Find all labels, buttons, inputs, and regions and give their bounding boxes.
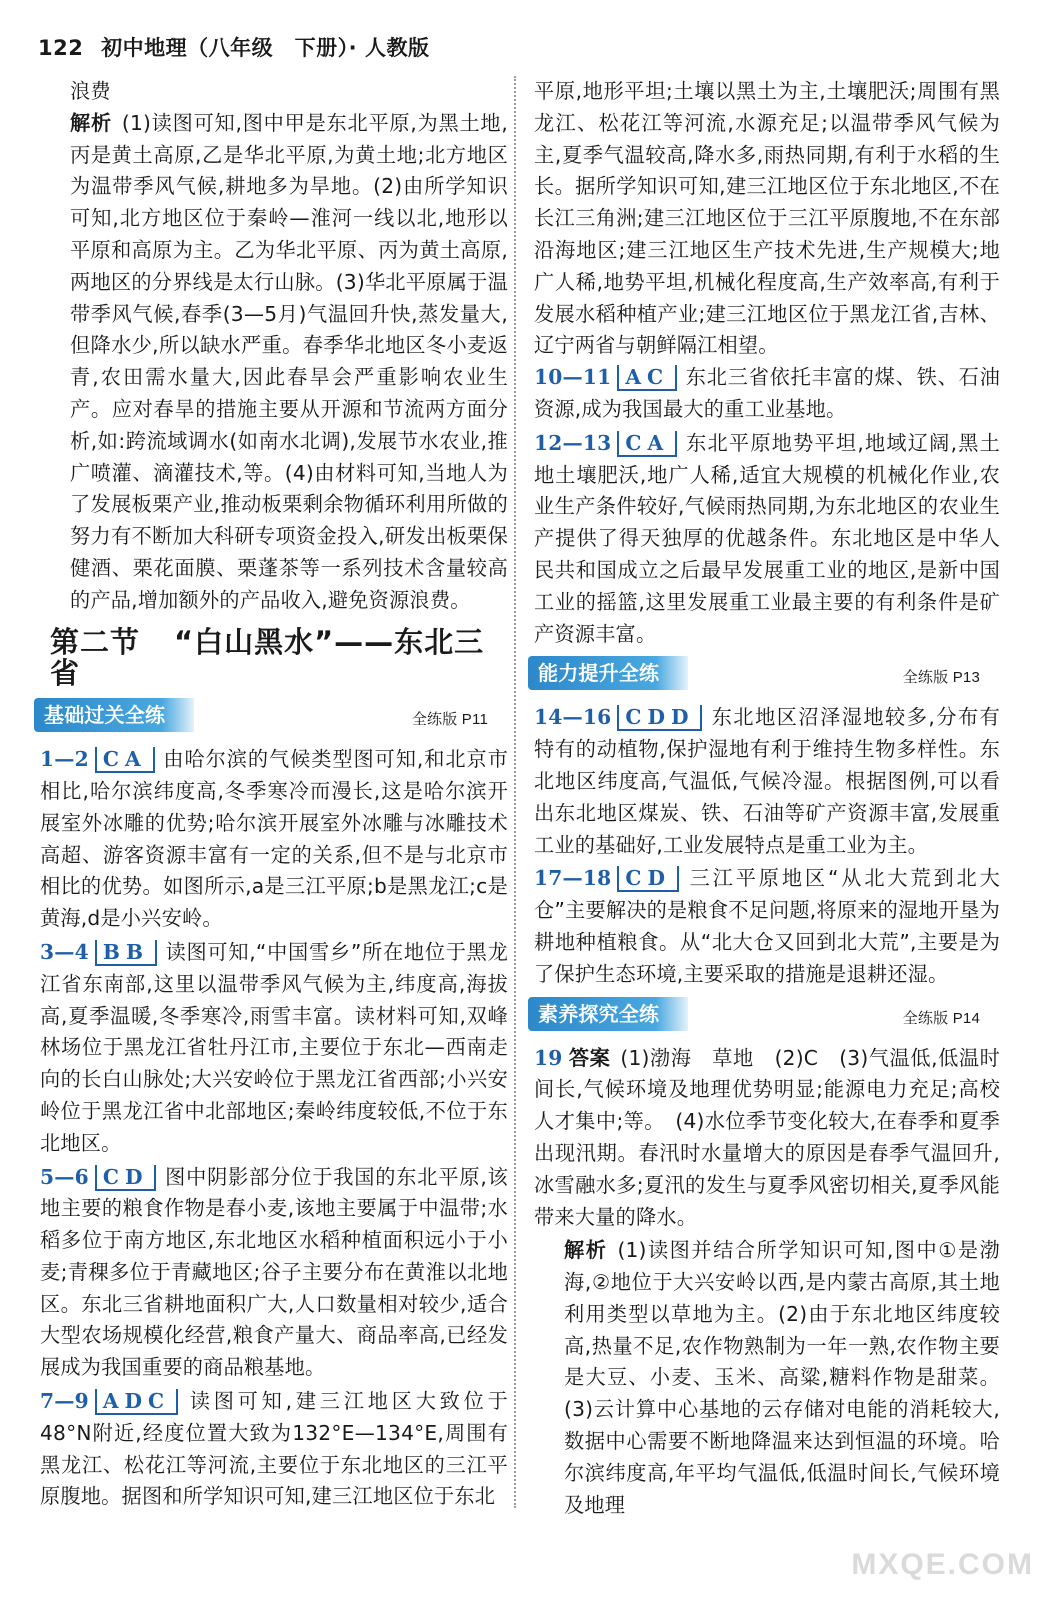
banner-ability-ref: 全练版 P13: [902, 669, 980, 687]
banner-basic-label: 基础过关全练: [34, 698, 194, 732]
q19-answer: [534, 1043, 1000, 1234]
answer-item: [534, 428, 1000, 651]
answer-item: [534, 863, 1000, 990]
item-text: 三江平原地区“从北大荒到北大仓”主要解决的是粮食不足问题,将原来的湿地开垦为耕地种植粮食。从“北大仓又回到北大荒”,主要是为了保护生态环境,主要采取的措施是退耕还湿。: [534, 866, 1000, 986]
item-answer: ADC: [95, 1389, 178, 1415]
book-title: 初中地理（八年级 下册）· 人教版: [101, 36, 430, 60]
item-text: 东北地区沼泽湿地较多,分布有特有的动植物,保护湿地有利于维持生物多样性。东北地区纬度高,气温低,气候冷湿。根据图例,可以看出东北地区煤炭、铁、石油等矿产资源丰富,发展重工业的基础好,工业发展特点是重工业为主。: [534, 705, 1000, 857]
answer-item: [534, 702, 1000, 861]
item-number: 7—9: [40, 1389, 89, 1414]
q19-analysis: [534, 1235, 1000, 1521]
intro-tail: 浪费: [70, 79, 111, 103]
watermark: MXQE.COM: [851, 1548, 1034, 1581]
banner-ability-label: 能力提升全练: [528, 656, 688, 690]
item-answer: CD: [95, 1165, 157, 1191]
left-column: [40, 76, 508, 1515]
item-number: 12—13: [534, 430, 612, 455]
q19-number: 19: [534, 1045, 563, 1070]
answer-item: [40, 1386, 508, 1513]
item-number: 10—11: [534, 365, 612, 390]
item-number: 1—2: [40, 747, 89, 772]
q19-analysis-label: 解析: [564, 1238, 608, 1263]
banner-basic: [40, 698, 508, 734]
item-text: 东北平原地势平坦,地域辽阔,黑土地土壤肥沃,地广人稀,适宜大规模的机械化作业,农业生产条件较好,气候雨热同期,为东北地区的农业生产提供了得天独厚的优越条件。东北地区是中华人民共和国成立之后最早发展重工业的地区,是新中国工业的摇篮,这里发展重工业最主要的有利条件是矿产资源丰富。: [534, 430, 1000, 646]
answer-item: [40, 1162, 508, 1385]
answer-item: [40, 744, 508, 935]
answer-item: [40, 937, 508, 1160]
section-number: 第二节: [50, 624, 141, 659]
banner-literacy-ref: 全练版 P14: [902, 1009, 980, 1027]
analysis-label: 解析: [70, 110, 112, 135]
q19-analysis-text: (1)读图并结合所学知识可知,图中①是渤海,②地位于大兴安岭以西,是内蒙古高原,其土地利用类型以草地为主。(2)由于东北地区纬度较高,热量不足,农作物熟制为一年一熟,农作物主要是大豆、小麦、玉米、高粱,糖料作物是甜菜。(3)云计算中心基地的云存储对电能的消耗较大,数据中心需要不断地降温来达到恒温的环境。哈尔滨纬度高,年平均气温低,低温时间长,气候环境及地理: [564, 1238, 1000, 1517]
item-text: 读图可知,“中国雪乡”所在地位于黑龙江省东南部,这里以温带季风气候为主,纬度高,海拔高,夏季温暖,冬季寒冷,雨雪丰富。读材料可知,双峰林场位于黑龙江省牡丹江市,主要位于东北—西南走向的长白山脉处;大兴安岭位于黑龙江省西部;小兴安岭位于黑龙江省中北部地区;秦岭纬度较低,不位于东北地区。: [40, 939, 508, 1155]
item-number: 5—6: [40, 1164, 89, 1189]
q19-answer-label: 答案: [568, 1045, 611, 1070]
section-name: “白山黑水”——东北三省: [50, 624, 485, 691]
banner-literacy-label: 素养探究全练: [528, 997, 688, 1031]
item-answer: CD: [617, 866, 679, 892]
item-number: 3—4: [40, 939, 89, 964]
item-number: 14—16: [534, 705, 612, 730]
item-text: 由哈尔滨的气候类型图可知,和北京市相比,哈尔滨纬度高,冬季寒冷而漫长,这是哈尔滨开展室外冰雕的优势;哈尔滨开展室外冰雕与冰雕技术高超、游客资源丰富有一定的关系,但不是与北京市相比的优势。如图所示,a是三江平原;b是黑龙江;c是黄海,d是小兴安岭。: [40, 747, 508, 931]
analysis-paragraph: [40, 108, 508, 617]
continued-text: 平原,地形平坦;土壤以黑土为主,土壤肥沃;周围有黑龙江、松花江等河流,水源充足;以温带季风气候为主,夏季气温较高,降水多,雨热同期,有利于水稻的生长。据所学知识可知,建三江地区位于东北地区,不在长江三角洲;建三江地区位于三江平原腹地,不在东部沿海地区;建三江地区生产技术先进,生产规模大;地广人稀,地势平坦,机械化程度高,生产效率高,有利于发展水稻种植产业;建三江地区位于黑龙江省,吉林、辽宁两省与朝鲜隔江相望。: [534, 79, 1000, 358]
banner-literacy: [534, 997, 1000, 1033]
column-divider: [514, 76, 516, 1508]
right-column: [534, 76, 1000, 1521]
page-number: 122: [38, 36, 84, 60]
item-text: 读图可知,建三江地区大致位于48°N附近,经度位置大致为132°E—134°E,周围有黑龙江、松花江等河流,主要位于东北地区的三江平原腹地。据图和所学知识可知,建三江地区位于东北: [40, 1389, 508, 1509]
item-answer: CA: [95, 747, 155, 773]
item-answer: CA: [617, 431, 677, 457]
item-answer: CDD: [617, 705, 702, 731]
section-title: [50, 624, 508, 691]
item-text: 图中阴影部分位于我国的东北平原,该地主要的粮食作物是春小麦,该地主要属于中温带;水稻多位于南方地区,东北地区水稻种植面积远小于小麦;青稞多位于青藏地区;谷子主要分布在黄淮以北地区。东北三省耕地面积广大,人口数量相对较少,适合大型农场规模化经营,粮食产量大、商品率高,已经发展成为我国重要的商品粮基地。: [40, 1164, 508, 1380]
item-number: 17—18: [534, 866, 612, 891]
item-text: 东北三省依托丰富的煤、铁、石油资源,成为我国最大的重工业基地。: [534, 365, 1000, 421]
banner-basic-ref: 全练版 P11: [411, 711, 488, 729]
analysis-text: (1)读图可知,图中甲是东北平原,为黑土地,丙是黄土高原,乙是华北平原,为黄土地;北方地区为温带季风气候,耕地多为旱地。(2)由所学知识可知,北方地区位于秦岭—淮河一线以北,地形以平原和高原为主。乙为华北平原、丙为黄土高原,两地区的分界线是太行山脉。(3)华北平原属于温带季风气候,春季(3—5月)气温回升快,蒸发量大,但降水少,所以缺水严重。春季华北地区冬小麦返青,农田需水量大,因此春旱会严重影响农业生产。应对春旱的措施主要从开源和节流两方面分析,如:跨流域调水(如南水北调),发展节水农业,推广喷灌、滴灌技术,等。(4)由材料可知,当地人为了发展板栗产业,推动板栗剩余物循环利用所做的努力有不断加大科研专项资金投入,研发出板栗保健酒、栗花面膜、栗蓬茶等一系列技术含量较高的产品,增加额外的产品收入,避免资源浪费。: [70, 110, 508, 612]
banner-ability: [534, 656, 1000, 692]
answer-item: [534, 362, 1000, 426]
item-answer: BB: [95, 940, 157, 966]
page-header: [38, 32, 429, 62]
q19-answer-text: (1)渤海 草地 (2)C (3)气温低,低温时间长,气候环境及地理优势明显;能源电力充足;高校人才集中;等。 (4)水位季节变化较大,在春季和夏季出现汛期。春汛时水量增大的原因是春季气温回升,冰雪融水多;夏汛的发生与夏季风密切相关,夏季风能带来大量的降水。: [534, 1045, 1001, 1229]
item-answer: AC: [617, 365, 677, 391]
